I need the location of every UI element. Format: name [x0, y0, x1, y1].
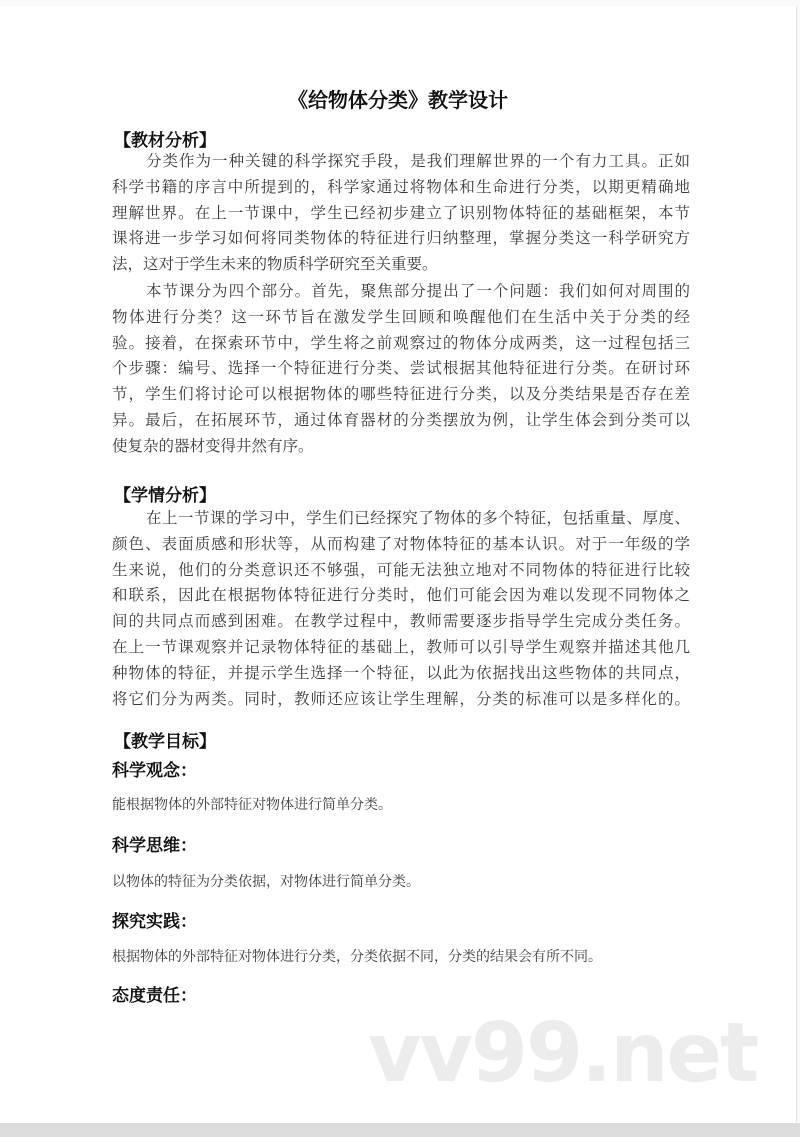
- section-heading-student-analysis: 【学情分析】: [114, 486, 216, 506]
- text-line: 法，这对于学生未来的物质科学研究至关重要。: [112, 255, 438, 274]
- text-line: 生来说，他们的分类意识还不够强，可能无法独立地对不同物体的特征进行比较: [112, 560, 690, 579]
- goal-text-scientific-concept: 能根据物体的外部特征对物体进行简单分类。: [112, 797, 392, 813]
- text-line: 在上一节课观察并记录物体特征的基础上，教师可以引导学生观察并描述其他几: [112, 637, 690, 656]
- text-line: 和联系，因此在根据物体特征进行分类时，他们可能会因为难以发现不同物体之: [112, 586, 690, 605]
- paragraph-textbook-analysis-2: [112, 279, 690, 460]
- text-line: 将它们分为两类。同时，教师还应该让学生理解，分类的标准可以是多样化的。: [112, 689, 690, 708]
- text-line: 验。接着，在探索环节中，学生将之前观察过的物体分成两类，这一过程包括三: [112, 333, 690, 352]
- text-line: 颜色、表面质感和形状等，从而构建了对物体特征的基本认识。对于一年级的学: [112, 534, 690, 553]
- goal-text-inquiry-practice: 根据物体的外部特征对物体进行分类，分类依据不同，分类的结果会有所不同。: [112, 949, 602, 965]
- text-line: 异。最后，在拓展环节，通过体育器材的分类摆放为例，让学生体会到分类可以: [112, 410, 690, 429]
- section-heading-teaching-goals: 【教学目标】: [114, 732, 216, 752]
- goal-label-attitude-responsibility: 态度责任：: [112, 986, 197, 1006]
- text-line: 种物体的特征，并提示学生选择一个特征，以此为依据找出这些物体的共同点，: [112, 663, 690, 682]
- text-line: 个步骤：编号、选择一个特征进行分类、尝试根据其他特征进行分类。在研讨环: [112, 359, 690, 378]
- document-page: [0, 6, 797, 1123]
- goal-label-inquiry-practice: 探究实践：: [112, 912, 197, 932]
- goal-text-scientific-thinking: 以物体的特征为分类依据，对物体进行简单分类。: [112, 874, 420, 890]
- page-bottom-gutter: [0, 1123, 800, 1137]
- text-line: 在上一节课的学习中，学生们已经探究了物体的多个特征，包括重量、厚度、: [146, 509, 690, 527]
- text-line: 使复杂的器材变得井然有序。: [112, 436, 314, 455]
- paragraph-student-analysis: [112, 506, 690, 712]
- text-line: 间的共同点而感到困难。在教学过程中，教师需要逐步指导学生完成分类任务。: [112, 612, 690, 631]
- text-line: 分类作为一种关键的科学探究手段，是我们理解世界的一个有力工具。正如: [146, 152, 690, 170]
- text-line: 理解世界。在上一节课中，学生已经初步建立了识别物体特征的基础框架，本节: [112, 203, 690, 222]
- section-heading-textbook-analysis: 【教材分析】: [114, 131, 216, 151]
- text-line: 物体进行分类？这一环节旨在激发学生回顾和唤醒他们在生活中关于分类的经: [112, 307, 690, 326]
- text-line: 节，学生们将讨论可以根据物体的哪些特征进行分类，以及分类结果是否存在差: [112, 385, 690, 404]
- paragraph-textbook-analysis-1: [112, 149, 690, 278]
- text-line: 科学书籍的序言中所提到的，科学家通过将物体和生命进行分类，以期更精确地: [112, 177, 690, 196]
- goal-label-scientific-concept: 科学观念：: [112, 761, 197, 781]
- text-line: 课将进一步学习如何将同类物体的特征进行归纳整理，掌握分类这一科学研究方: [112, 229, 690, 248]
- watermark: vv99.net: [368, 1006, 758, 1101]
- text-line: 本节课分为四个部分。首先，聚焦部分提出了一个问题：我们如何对周围的: [146, 282, 690, 300]
- document-title: 《给物体分类》教学设计: [288, 88, 508, 112]
- goal-label-scientific-thinking: 科学思维：: [112, 836, 197, 856]
